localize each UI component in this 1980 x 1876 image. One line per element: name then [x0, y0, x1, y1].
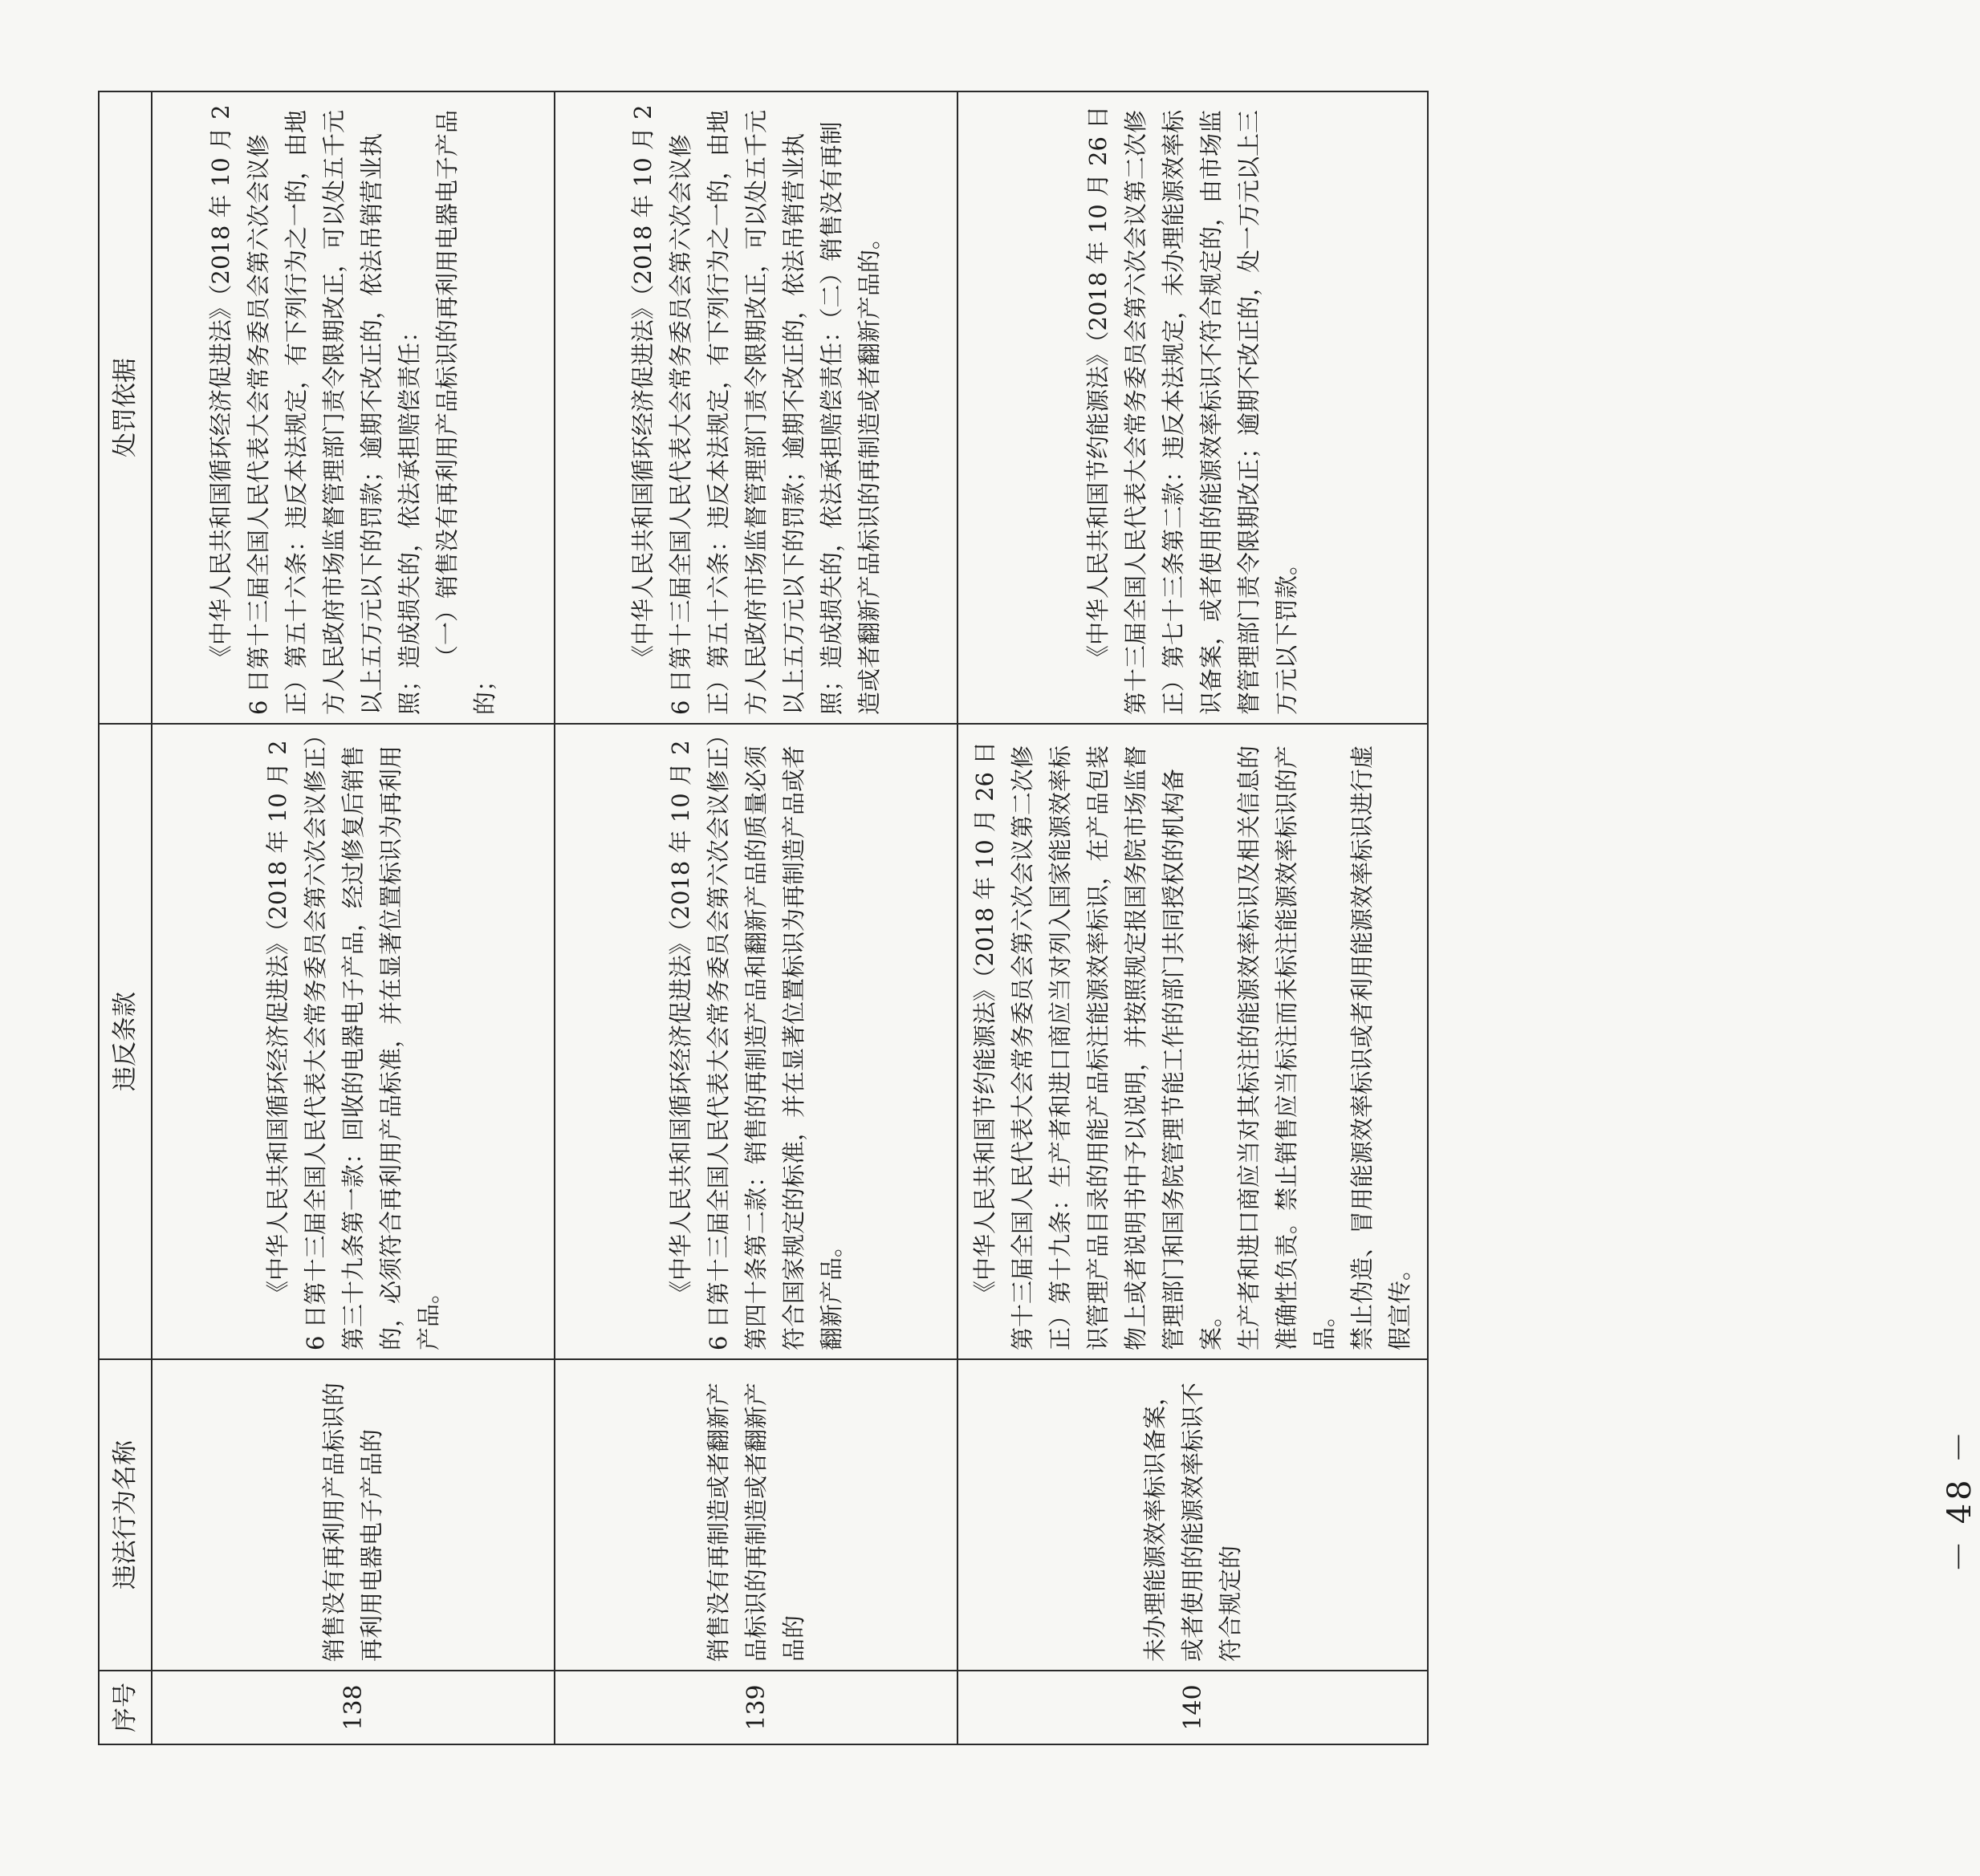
penalty-basis: [555, 91, 957, 724]
row-num: 139: [555, 1671, 957, 1744]
violated-clause: [957, 724, 1428, 1359]
violation-name: 销售没有再制造或者翻新产品标识的再制造或者翻新产品的: [555, 1359, 957, 1671]
basis-paragraph: 《中华人民共和国节约能源法》（2018 年 10 月 26 日第十三届全国人民代表大会常务委员会第六次会议第二次修正）第七十三条第二款：违反本法规定，未办理能源效率标识备案，或者使用的能源效率标识不符合规定的，由市场监督管理部门责令限期改正；逾期不改正的，处一万元以上三万元以下罚款。: [1084, 105, 1300, 715]
table-row: [555, 91, 957, 1744]
table-header-row: [99, 91, 152, 1744]
basis-paragraph: （一）销售没有再利用产品标识的再利用电器电子产品的；: [433, 109, 498, 715]
table-row: [957, 91, 1428, 1744]
rotated-page: [98, 92, 1413, 1745]
page-number: － 48 －: [1941, 1427, 1978, 1573]
row-num: 138: [152, 1671, 555, 1744]
header-name: 违法行为名称: [99, 1359, 152, 1671]
header-basis: 处罚依据: [99, 91, 152, 724]
penalty-table: [98, 91, 1429, 1745]
header-clause: 违反条款: [99, 724, 152, 1359]
violated-clause: [152, 724, 555, 1359]
clause-paragraph: 禁止伪造、冒用能源效率标识或者利用能源效率标识进行虚假宣传。: [1348, 745, 1413, 1350]
penalty-basis: [957, 91, 1428, 724]
penalty-basis: [152, 91, 555, 724]
clause-paragraph: 《中华人民共和国循环经济促进法》（2018 年 10 月 26 日第十三届全国人民代表大会常务委员会第六次会议修正）第四十条第二款：销售的再制造产品和翻新产品的质量必须符合国家规定的标准，并在显著位置标识为再制造产品或者翻新产品。: [666, 734, 845, 1350]
violation-name: 销售没有再利用产品标识的再利用电器电子产品的: [152, 1359, 555, 1671]
clause-paragraph: 生产者和进口商应当对其标注的能源效率标识及相关信息的准确性负责。禁止销售应当标注而未标注能源效率标识的产品。: [1235, 745, 1338, 1350]
violation-name: 未办理能源效率标识备案，或者使用的能源效率标识不符合规定的: [957, 1359, 1428, 1671]
clause-paragraph: 《中华人民共和国节约能源法》（2018 年 10 月 26 日第十三届全国人民代表大会常务委员会第六次会议第二次修正）第十九条：生产者和进口商应当对列入国家能源效率标识管理产品目录的用能产品标注能源效率标识，在产品包装物上或者说明书中予以说明，并按照规定报国务院市场监督管理部门和国务院管理节能工作的部门共同授权的机构备案。: [971, 741, 1225, 1350]
basis-paragraph: 《中华人民共和国循环经济促进法》（2018 年 10 月 26 日第十三届全国人民代表大会常务委员会第六次会议修正）第五十六条：违反本法规定，有下列行为之一的，由地方人民政府市场监督管理部门责令限期改正，可以处五千元以上五万元以下的罚款；逾期不改正的，依法吊销营业执照；造成损失的，依法承担赔偿责任：: [207, 104, 423, 715]
clause-paragraph: 《中华人民共和国循环经济促进法》（2018 年 10 月 26 日第十三届全国人民代表大会常务委员会第六次会议修正）第三十九条第一款：回收的电器电子产品，经过修复后销售的，必须符合再利用产品标准，并在显著位置标识为再利用产品。: [263, 734, 442, 1350]
table-row: [152, 91, 555, 1744]
row-num: 140: [957, 1671, 1428, 1744]
basis-paragraph: 《中华人民共和国循环经济促进法》（2018 年 10 月 26 日第十三届全国人民代表大会常务委员会第六次会议修正）第五十六条：违反本法规定，有下列行为之一的，由地方人民政府市场监督管理部门责令限期改正，可以处五千元以上五万元以下的罚款；逾期不改正的，依法吊销营业执照；造成损失的，依法承担赔偿责任：（二）销售没有再制造或者翻新产品标识的再制造或者翻新产品的。: [628, 104, 883, 715]
header-num: 序号: [99, 1671, 152, 1744]
violated-clause: [555, 724, 957, 1359]
